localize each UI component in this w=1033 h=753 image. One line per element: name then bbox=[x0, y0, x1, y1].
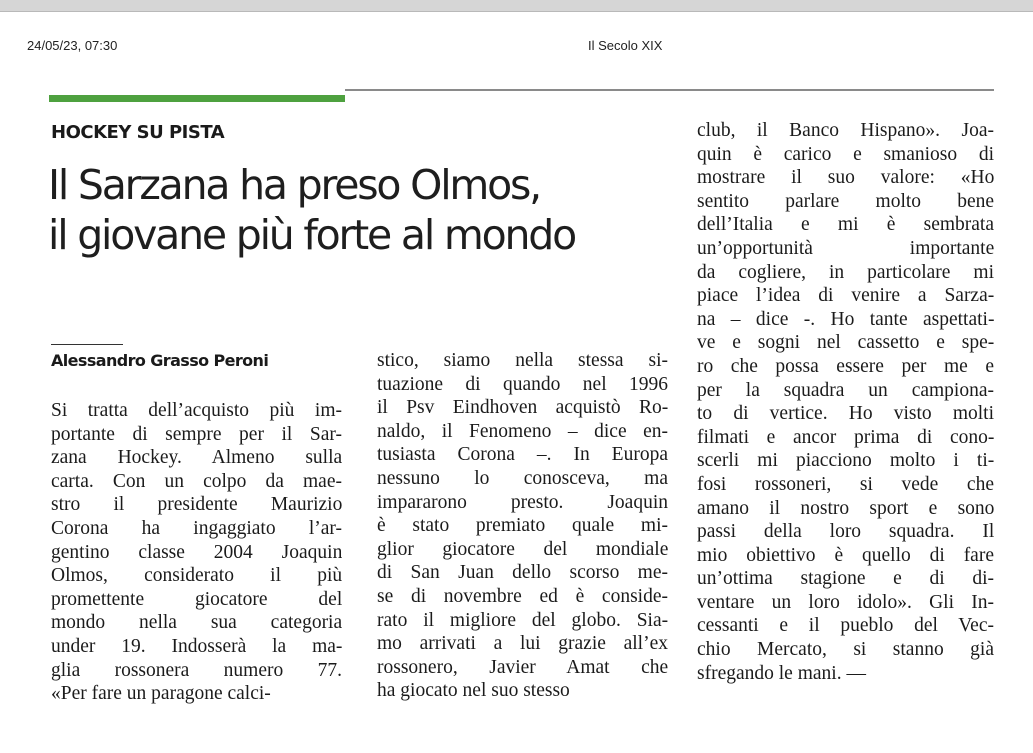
text-line: mostrare il suo valore: «Ho bbox=[697, 167, 994, 189]
headline-line: Il Sarzana ha preso Olmos, bbox=[48, 161, 541, 209]
text-line: ha giocato nel suo stesso bbox=[377, 680, 570, 702]
author-byline: Alessandro Grasso Peroni bbox=[51, 351, 269, 370]
article-column-3 bbox=[697, 119, 994, 685]
text-line: stro il presidente Maurizio bbox=[51, 494, 342, 516]
text-line: mondo nella sua categoria bbox=[51, 612, 342, 634]
text-line: un’ottima stagione e di di- bbox=[697, 568, 994, 590]
text-line: carta. Con un colpo da mae- bbox=[51, 470, 342, 492]
text-line: tusiasta Corona –. In Europa bbox=[377, 444, 668, 466]
text-line: impararono presto. Joaquin bbox=[377, 491, 668, 513]
text-line: rato il migliore del globo. Sia- bbox=[377, 609, 668, 631]
text-line: se di novembre ed è conside- bbox=[377, 585, 668, 607]
newspaper-name: Il Secolo XIX bbox=[588, 38, 663, 53]
text-line: ve e sogni nel cassetto e spe- bbox=[697, 332, 994, 354]
text-line: Si tratta dell’acquisto più im- bbox=[51, 400, 342, 421]
text-line: mo arrivati a lui grazie all’ex bbox=[377, 633, 668, 655]
text-line: club, il Banco Hispano». Joa- bbox=[697, 120, 994, 141]
text-line: ventare un loro idolo». Gli In- bbox=[697, 591, 994, 613]
text-line: un’opportunità importante bbox=[697, 237, 994, 259]
text-line: mio obiettivo è quello di fare bbox=[697, 544, 994, 566]
text-line: quin è carico e smanioso di bbox=[697, 143, 994, 165]
text-line: portante di sempre per il Sar- bbox=[51, 423, 342, 445]
text-line: passi della loro squadra. Il bbox=[697, 521, 994, 543]
headline-line: il giovane più forte al mondo bbox=[48, 211, 575, 259]
text-line: amano il nostro sport e sono bbox=[697, 497, 994, 519]
text-line: rossonero, Javier Amat che bbox=[377, 656, 668, 678]
section-label: HOCKEY SU PISTA bbox=[51, 122, 225, 143]
text-line: sfregando le mani. — bbox=[697, 662, 866, 684]
browser-top-strip bbox=[0, 0, 1033, 12]
article-column-1 bbox=[51, 399, 342, 706]
text-line: è stato premiato quale mi- bbox=[377, 515, 668, 537]
article-headline bbox=[48, 160, 688, 260]
text-line: sentito parlare molto bene bbox=[697, 190, 994, 212]
byline-rule bbox=[51, 344, 123, 345]
text-line: «Per fare un paragone calci- bbox=[51, 683, 271, 705]
article-column-2 bbox=[377, 349, 668, 703]
text-line: Corona ha ingaggiato l’ar- bbox=[51, 517, 342, 539]
text-line: stico, siamo nella stessa si- bbox=[377, 350, 668, 371]
text-line: per la squadra un campiona- bbox=[697, 379, 994, 401]
page-top-rule bbox=[345, 89, 994, 91]
text-line: naldo, il Fenomeno – dice en- bbox=[377, 420, 668, 442]
text-line: piace l’idea di venire a Sarza- bbox=[697, 285, 994, 307]
text-line: il Psv Eindhoven acquistò Ro- bbox=[377, 397, 668, 419]
text-line: Olmos, considerato il più bbox=[51, 565, 342, 587]
text-line: under 19. Indosserà la ma- bbox=[51, 635, 342, 657]
text-line: to di vertice. Ho visto molti bbox=[697, 403, 994, 425]
text-line: promettente giocatore del bbox=[51, 588, 342, 610]
text-line: zana Hockey. Almeno sulla bbox=[51, 447, 342, 469]
text-line: scerli mi piacciono molto i ti- bbox=[697, 450, 994, 472]
text-line: tuazione di quando nel 1996 bbox=[377, 373, 668, 395]
text-line: dell’Italia e mi è sembrata bbox=[697, 214, 994, 236]
text-line: filmati e ancor prima di cono- bbox=[697, 426, 994, 448]
text-line: da cogliere, in particolare mi bbox=[697, 261, 994, 283]
text-line: nessuno lo conosceva, ma bbox=[377, 467, 668, 489]
section-accent-bar bbox=[49, 95, 345, 102]
text-line: glia rossonera numero 77. bbox=[51, 659, 342, 681]
text-line: di San Juan dello scorso me- bbox=[377, 562, 668, 584]
print-datetime: 24/05/23, 07:30 bbox=[27, 38, 118, 53]
text-line: glior giocatore del mondiale bbox=[377, 538, 668, 560]
text-line: chio Mercato, si stanno già bbox=[697, 639, 994, 661]
text-line: fosi rossoneri, si vede che bbox=[697, 473, 994, 495]
text-line: gentino classe 2004 Joaquin bbox=[51, 541, 342, 563]
text-line: ro che possa essere per me e bbox=[697, 355, 994, 377]
text-line: cessanti e il pueblo del Vec- bbox=[697, 615, 994, 637]
text-line: na – dice -. Ho tante aspettati- bbox=[697, 308, 994, 330]
